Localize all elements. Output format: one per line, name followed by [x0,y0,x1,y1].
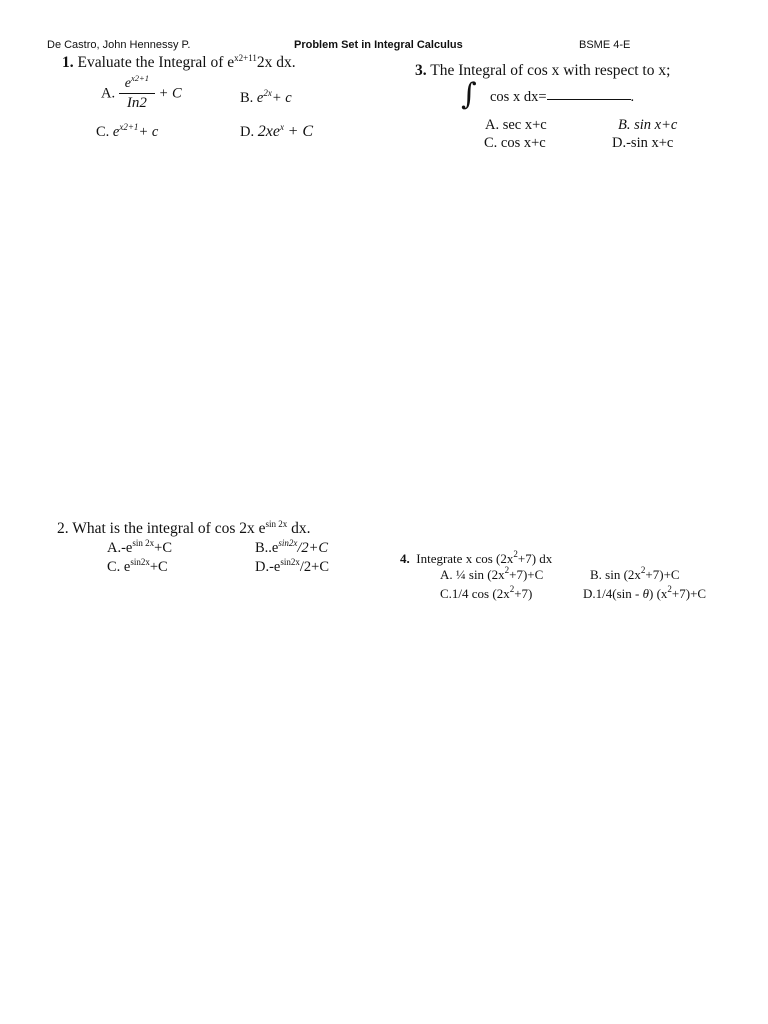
question-1-option-a: A. $\frac{e^{x2+1}}{In2}$ + C [101,73,182,111]
question-4-prompt: 4. Integrate x $\cos (2x^2+7)$ dx [400,549,553,566]
question-1-option-b: B. $e^{2x}+ c$ [240,88,292,106]
question-1-option-c: C. $e^{x2+1}+ c$ [96,122,159,140]
question-4-option-c: C.1/4 $\cos (2x^2+7)$ [440,584,533,601]
question-4-number: 4. [400,551,410,566]
question-2-option-b: $B..e^{sin2x}/2+C$ [255,538,329,556]
question-3-option-d: D.-sin x+c [612,135,674,151]
question-1-prompt: 1. Evaluate the Integral of $e^{x2+11}2x$ dx. [62,53,296,71]
question-3-option-b: B. sin x+c [618,117,678,133]
student-name: De Castro, John Hennessy P. [47,39,191,51]
question-3-prompt: 3. The Integral of cos x with respect to x; [415,62,671,79]
option-a-fraction: $\frac{e^{x2+1}}{In2}$ [119,76,155,112]
integral-symbol: ∫ [461,77,477,112]
question-3-option-c: C. cos x+c [484,135,546,151]
question-2-option-d: $D.-e^{sin2x}/2+C$ [255,557,330,575]
question-1-number: 1. [62,54,74,71]
question-3-option-a: A. sec x+c [485,117,547,133]
question-3-number: 3. [415,62,427,79]
question-4-option-b: B. $\sin (2x^2+7)+C$ [590,565,680,582]
answer-blank [547,98,631,100]
question-2-option-c: C. $e^{sin2x}+C$ [107,557,168,575]
question-2-prompt: 2. What is the integral of cos 2x $e^{sin 2x}$ dx. [57,519,311,537]
section-label: BSME 4-E [579,39,631,51]
question-4-option-a: A. ¼ $\sin (2x^2+7)+C$ [440,565,544,582]
document-title: Problem Set in Integral Calculus [294,39,463,51]
question-1-option-d: D. $2xe^x + C$ [240,122,314,140]
question-3-expression: cos x dx= . [490,89,635,105]
question-2-option-a: $A.-e^{sin 2x}+C$ [107,538,172,556]
question-2-number: 2. [57,520,69,537]
question-4-option-d: D.1/4(sin - θ) $(x^2+7)+C$ [583,584,707,601]
